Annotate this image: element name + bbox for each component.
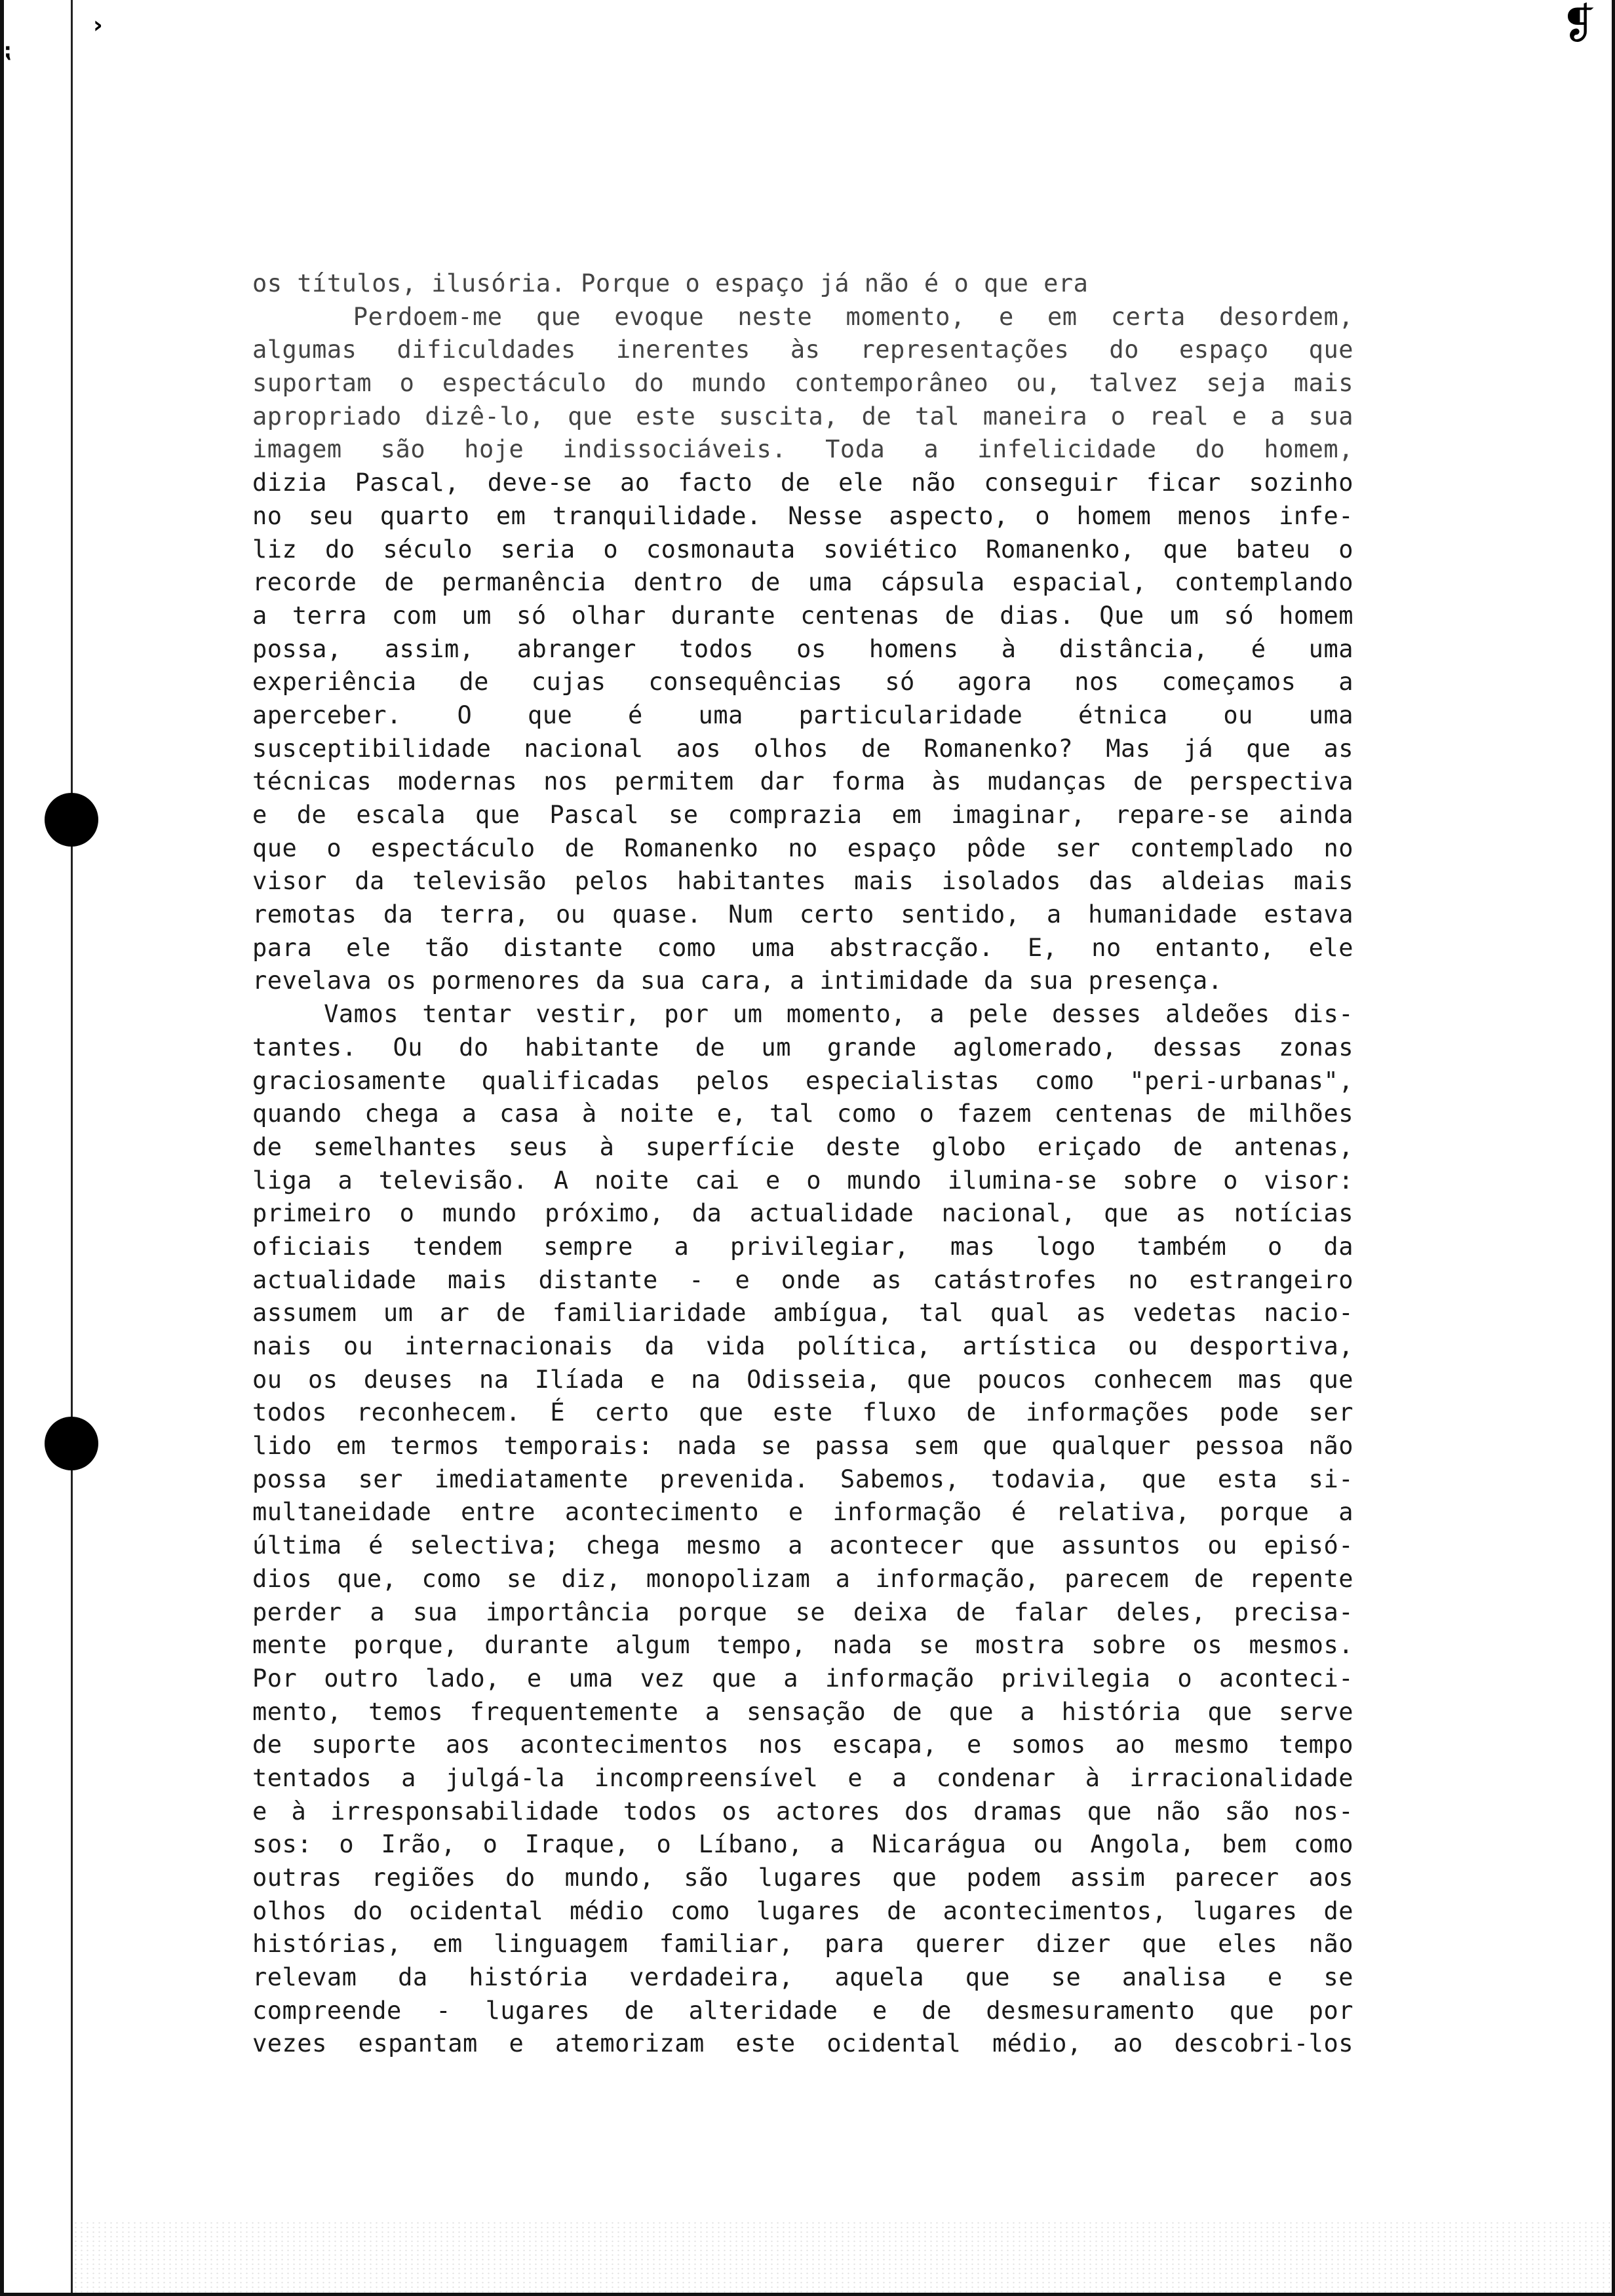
text-line: relevam da história verdadeira, aquela que se analisa e se <box>252 1963 1353 1992</box>
text-line: que o espectáculo de Romanenko no espaço pôde ser contemplado no <box>252 833 1353 862</box>
text-line: primeiro o mundo próximo, da actualidade nacional, que as notícias <box>252 1199 1353 1228</box>
text-line: apropriado dizê-lo, que este suscita, de tal maneira o real e a sua <box>252 402 1353 430</box>
punch-hole-lower <box>45 1417 98 1470</box>
text-line: e à irresponsabilidade todos os actores dos dramas que não são nos- <box>252 1797 1353 1826</box>
text-line: a terra com um só olhar durante centenas de dias. Que um só homem <box>252 601 1353 630</box>
text-line: experiência de cujas consequências só agora nos começamos a <box>252 668 1353 697</box>
text-line: liz do século seria o cosmonauta soviético Romanenko, que bateu o <box>252 535 1353 564</box>
text-line: Perdoem-me que evoque neste momento, e em certa desordem, <box>252 302 1353 331</box>
text-line: Vamos tentar vestir, por um momento, a pele desses aldeões dis- <box>252 1000 1353 1029</box>
text-line: compreende - lugares de alteridade e de desmesuramento que por <box>252 1996 1353 2025</box>
page-left-edge <box>0 0 4 2296</box>
text-line: lido em termos temporais: nada se passa sem que qualquer pessoa não <box>252 1432 1353 1461</box>
page-right-edge <box>1612 0 1615 2296</box>
text-line: imagem são hoje indissociáveis. Toda a infelicidade do homem, <box>252 435 1353 464</box>
binding-line <box>71 0 73 2296</box>
text-line: aperceber. O que é uma particularidade étnica ou uma <box>252 700 1353 729</box>
text-line: nais ou internacionais da vida política, artística ou desportiva, <box>252 1332 1353 1360</box>
text-line: actualidade mais distante - e onde as catástrofes no estrangeiro <box>252 1265 1353 1294</box>
text-line: para ele tão distante como uma abstracção. E, no entanto, ele <box>252 933 1353 962</box>
text-line: tentados a julgá-la incompreensível e a condenar à irracionalidade <box>252 1763 1353 1792</box>
text-line: Por outro lado, e uma vez que a informação privilegia o aconteci- <box>252 1664 1353 1693</box>
text-line: susceptibilidade nacional aos olhos de Romanenko? Mas já que as <box>252 734 1353 763</box>
text-line: histórias, em linguagem familiar, para querer dizer que eles não <box>252 1930 1353 1959</box>
text-line: suportam o espectáculo do mundo contemporâneo ou, talvez seja mais <box>252 369 1353 398</box>
text-line: recorde de permanência dentro de uma cápsula espacial, contemplando <box>252 568 1353 597</box>
text-line: e de escala que Pascal se comprazia em imaginar, repare-se ainda <box>252 801 1353 829</box>
text-line: graciosamente qualificadas pelos especialistas como "peri-urbanas", <box>252 1066 1353 1095</box>
text-line: técnicas modernas nos permitem dar forma às mudanças de perspectiva <box>252 767 1353 796</box>
text-line: mento, temos frequentemente a sensação de que a história que serve <box>252 1697 1353 1726</box>
margin-mark-top-left: › <box>93 12 103 39</box>
text-line: oficiais tendem sempre a privilegiar, mas logo também o da <box>252 1232 1353 1261</box>
margin-mark-left-edge: ⁏ <box>4 39 12 62</box>
body-text <box>252 267 1353 2061</box>
text-line: todos reconhecem. É certo que este fluxo de informações pode ser <box>252 1398 1353 1427</box>
punch-hole-upper <box>45 793 98 847</box>
text-line: dizia Pascal, deve-se ao facto de ele não conseguir ficar sozinho <box>252 469 1353 497</box>
text-line: outras regiões do mundo, são lugares que podem assim parecer aos <box>252 1864 1353 1892</box>
text-line: assumem um ar de familiaridade ambígua, tal qual as vedetas nacio- <box>252 1299 1353 1328</box>
text-line: tantes. Ou do habitante de um grande aglomerado, dessas zonas <box>252 1033 1353 1062</box>
text-line: perder a sua importância porque se deixa de falar deles, precisa- <box>252 1598 1353 1626</box>
text-line: possa ser imediatamente prevenida. Sabemos, todavia, que esta si- <box>252 1464 1353 1493</box>
text-line: algumas dificuldades inerentes às representações do espaço que <box>252 335 1353 364</box>
text-line: revelava os pormenores da sua cara, a intimidade da sua presença. <box>252 966 1223 995</box>
text-line: multaneidade entre acontecimento e informação é relativa, porque a <box>252 1498 1353 1527</box>
text-line: mente porque, durante algum tempo, nada se mostra sobre os mesmos. <box>252 1631 1353 1660</box>
scan-noise <box>73 2221 1612 2293</box>
text-line: de suporte aos acontecimentos nos escapa, e somos ao mesmo tempo <box>252 1731 1353 1759</box>
margin-mark-top-right: ❡ <box>1561 0 1597 48</box>
page-bottom-edge <box>0 2293 1615 2296</box>
text-line: no seu quarto em tranquilidade. Nesse aspecto, o homem menos infe- <box>252 501 1353 530</box>
text-line: olhos do ocidental médio como lugares de acontecimentos, lugares de <box>252 1896 1353 1925</box>
text-line: possa, assim, abranger todos os homens à distância, é uma <box>252 634 1353 663</box>
text-line: sos: o Irão, o Iraque, o Líbano, a Nicarágua ou Angola, bem como <box>252 1830 1353 1859</box>
text-line: remotas da terra, ou quase. Num certo sentido, a humanidade estava <box>252 900 1353 929</box>
text-line: dios que, como se diz, monopolizam a informação, parecem de repente <box>252 1564 1353 1593</box>
text-line: ou os deuses na Ilíada e na Odisseia, que poucos conhecem mas que <box>252 1365 1353 1394</box>
text-line: quando chega a casa à noite e, tal como o fazem centenas de milhões <box>252 1100 1353 1128</box>
text-line: liga a televisão. A noite cai e o mundo ilumina-se sobre o visor: <box>252 1166 1353 1195</box>
text-line: vezes espantam e atemorizam este ocidental médio, ao descobri-los <box>252 2029 1353 2058</box>
text-line: última é selectiva; chega mesmo a acontecer que assuntos ou episó- <box>252 1531 1353 1560</box>
text-line: os títulos, ilusória. Porque o espaço já não é o que era <box>252 269 1089 297</box>
text-line: de semelhantes seus à superfície deste globo eriçado de antenas, <box>252 1132 1353 1161</box>
text-line: visor da televisão pelos habitantes mais isolados das aldeias mais <box>252 867 1353 896</box>
